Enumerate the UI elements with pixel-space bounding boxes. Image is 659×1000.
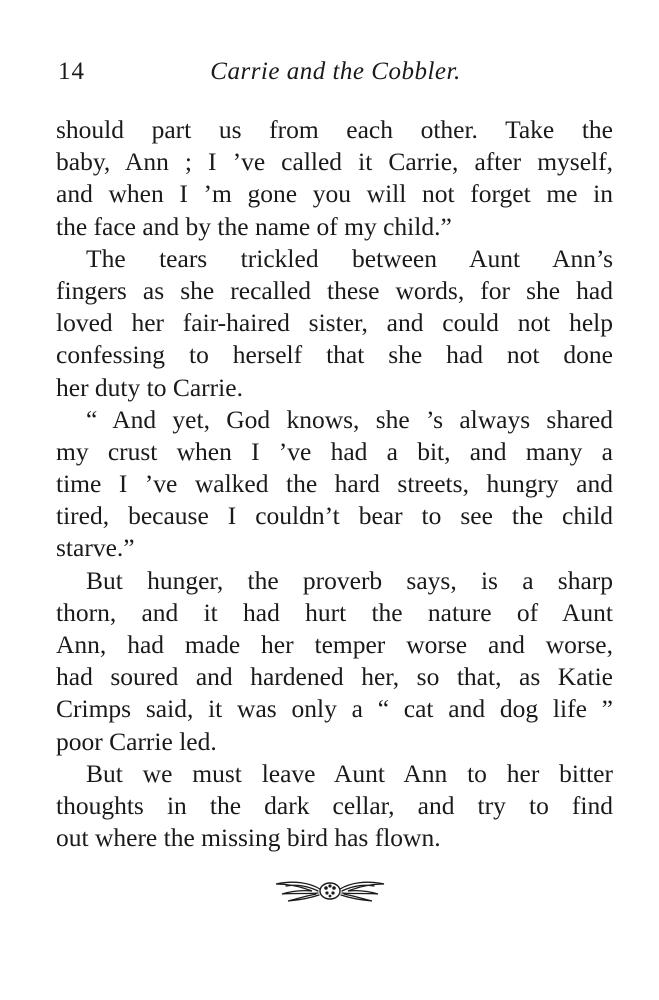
winged-ornament-icon <box>272 872 388 908</box>
text-line: Crimps said, it was only a “ cat and dog life ” <box>56 694 613 724</box>
text-line: “ And yet, God knows, she ’s always shared <box>86 404 613 434</box>
page-header <box>58 58 613 98</box>
text-line: Ann, had made her temper worse and worse, <box>56 630 613 659</box>
text-line: thoughts in the dark cellar, and try to find <box>56 790 613 820</box>
text-line: and when I ’m gone you will not forget me in <box>56 179 613 209</box>
paragraph <box>56 404 613 565</box>
text-line: had soured and hardened her, so that, as Katie <box>56 662 613 692</box>
text-line: my crust when I ’ve had a bit, and many a <box>56 436 613 466</box>
text-line: time I ’ve walked the hard streets, hungry and <box>56 469 613 499</box>
text-line: But hunger, the proverb says, is a sharp <box>86 565 613 595</box>
body-text <box>56 114 613 854</box>
text-line: the face and by the name of my child.” <box>56 211 452 241</box>
text-line: thorn, and it had hurt the nature of Aunt <box>56 597 613 627</box>
text-line: The tears trickled between Aunt Ann’s <box>86 243 613 273</box>
text-line: loved her fair-haired sister, and could not help <box>56 308 613 338</box>
text-line: poor Carrie led. <box>56 726 217 756</box>
paragraph <box>56 114 613 243</box>
text-line: out where the missing bird has flown. <box>56 823 441 853</box>
text-line: should part us from each other. Take the <box>56 115 613 144</box>
text-line: starve.” <box>56 533 135 563</box>
paragraph <box>56 565 613 758</box>
page-number: 14 <box>58 58 85 85</box>
running-title: Carrie and the Cobbler. <box>210 58 461 85</box>
text-line: tired, because I couldn’t bear to see the child <box>56 501 613 531</box>
text-line: baby, Ann ; I ’ve called it Carrie, after myself, <box>56 147 613 177</box>
text-line: fingers as she recalled these words, for she had <box>56 275 613 305</box>
paragraph <box>56 758 613 855</box>
text-line: But we must leave Aunt Ann to her bitter <box>86 758 613 788</box>
paragraph <box>56 243 613 404</box>
text-line: her duty to Carrie. <box>56 372 243 402</box>
text-line: confessing to herself that she had not done <box>56 340 613 370</box>
